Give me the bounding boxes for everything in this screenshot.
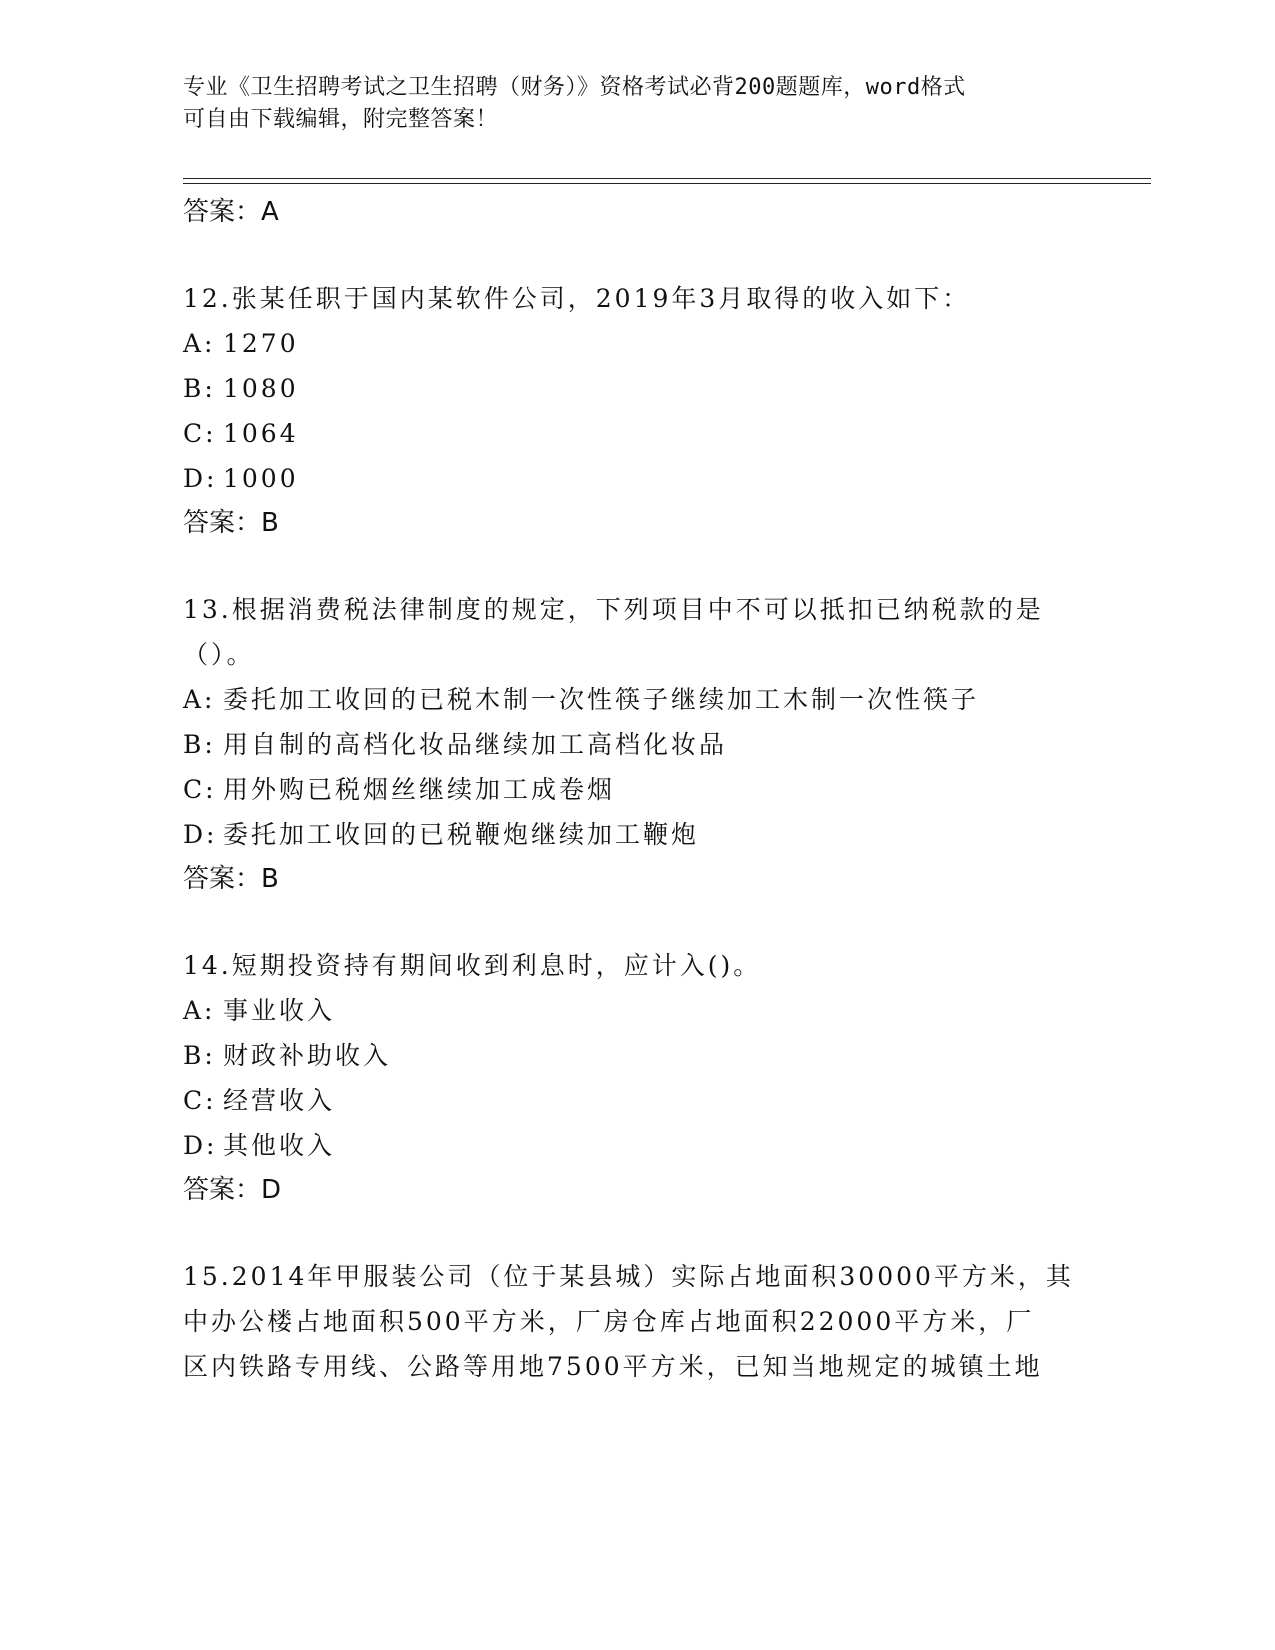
option-b: B: 用自制的高档化妆品继续加工高档化妆品 bbox=[183, 730, 728, 759]
option-a: A: 事业收入 bbox=[183, 996, 336, 1025]
question-text: 14.短期投资持有期间收到利息时，应计入()。 bbox=[183, 951, 762, 980]
header-line-2: 可自由下载编辑，附完整答案！ bbox=[183, 107, 499, 132]
option-a: A: 1270 bbox=[183, 329, 299, 358]
option-b: B: 财政补助收入 bbox=[183, 1041, 392, 1070]
option-d: D: 其他收入 bbox=[183, 1131, 336, 1160]
question-text-line-3: 区内铁路专用线、公路等用地7500平方米，已知当地规定的城镇土地 bbox=[183, 1352, 1043, 1381]
question-14 bbox=[183, 943, 1103, 1212]
question-text-line-1: 13.根据消费税法律制度的规定，下列项目中不可以抵扣已纳税款的是 bbox=[183, 595, 1044, 624]
option-a: A: 委托加工收回的已税木制一次性筷子继续加工木制一次性筷子 bbox=[183, 685, 980, 714]
question-text: 12.张某任职于国内某软件公司，2019年3月取得的收入如下： bbox=[183, 284, 971, 313]
header-rule-top bbox=[183, 178, 1151, 179]
question-15 bbox=[183, 1254, 1103, 1389]
option-d: D: 委托加工收回的已税鞭炮继续加工鞭炮 bbox=[183, 820, 700, 849]
answer-line: 答案：A bbox=[183, 197, 279, 227]
option-c: C: 1064 bbox=[183, 419, 299, 448]
question-text-line-2: （）。 bbox=[183, 640, 255, 669]
question-text-line-2: 中办公楼占地面积500平方米，厂房仓库占地面积22000平方米，厂 bbox=[183, 1307, 1035, 1336]
answer-line: 答案：B bbox=[183, 864, 279, 894]
answer-line: 答案：D bbox=[183, 1175, 282, 1205]
answer-line: 答案：B bbox=[183, 508, 279, 538]
question-text-line-1: 15.2014年甲服装公司（位于某县城）实际占地面积30000平方米，其 bbox=[183, 1262, 1074, 1291]
header-rule-bottom bbox=[183, 183, 1151, 184]
question-12 bbox=[183, 276, 1103, 545]
document-header bbox=[183, 72, 1063, 136]
header-line-1: 专业《卫生招聘考试之卫生招聘（财务）》资格考试必背200题题库，word格式 bbox=[183, 75, 966, 100]
option-c: C: 经营收入 bbox=[183, 1086, 336, 1115]
question-13 bbox=[183, 587, 1103, 901]
option-b: B: 1080 bbox=[183, 374, 299, 403]
option-c: C: 用外购已税烟丝继续加工成卷烟 bbox=[183, 775, 616, 804]
option-d: D: 1000 bbox=[183, 464, 299, 493]
question-content bbox=[183, 190, 1103, 1389]
